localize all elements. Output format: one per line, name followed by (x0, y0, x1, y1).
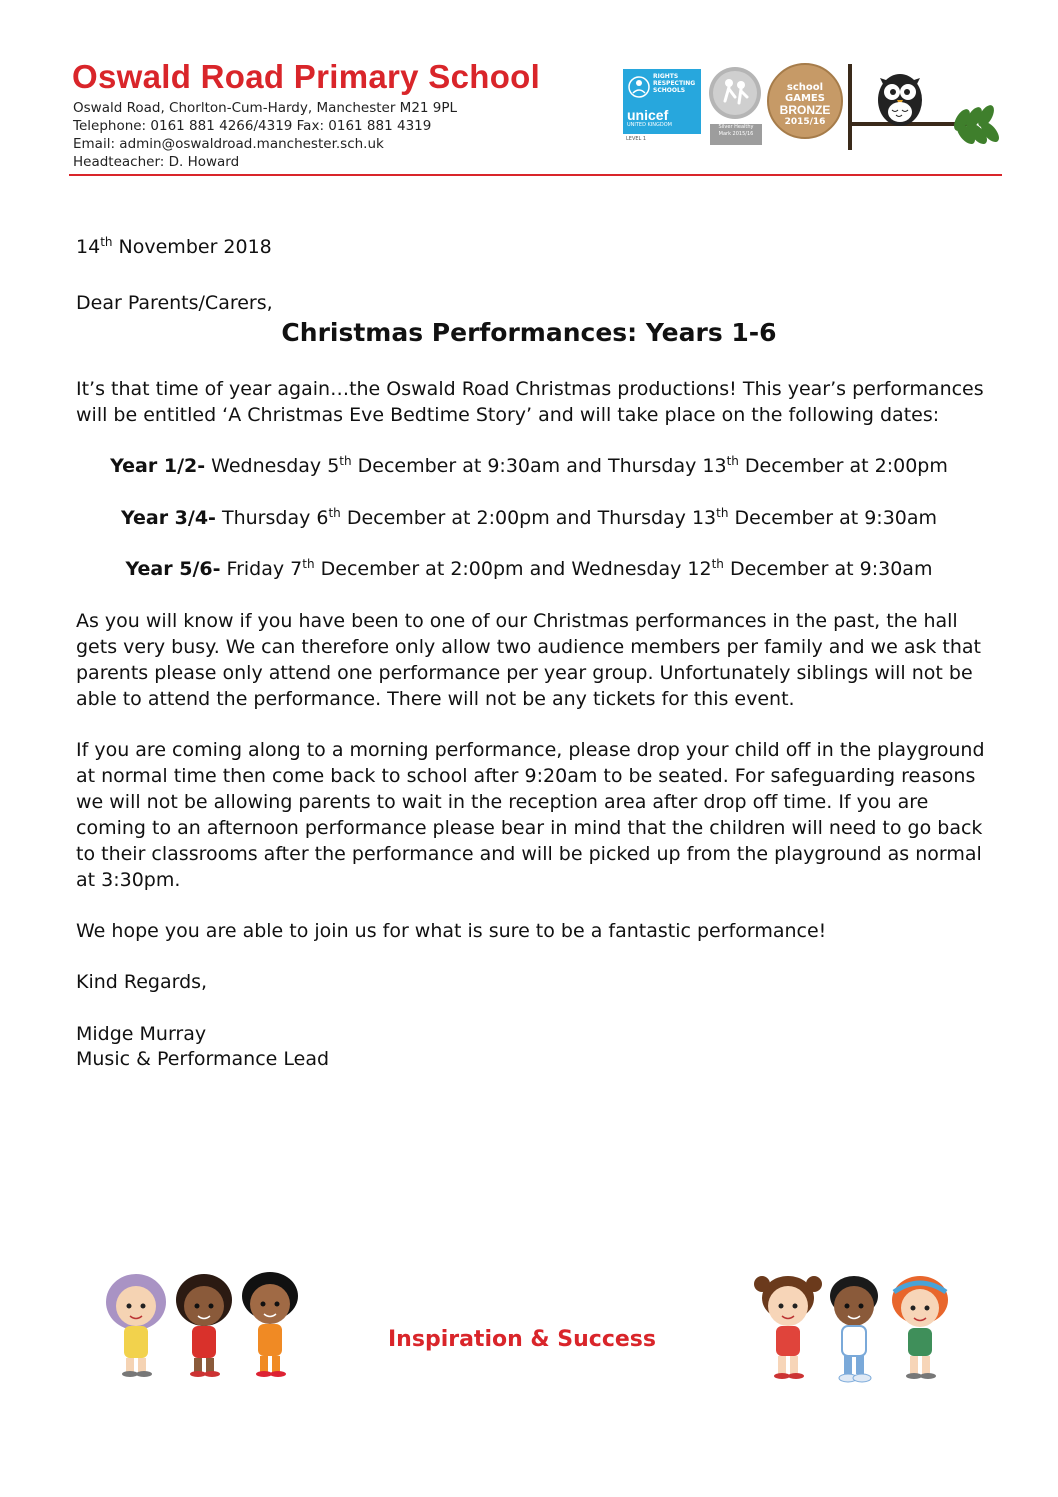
children-illustration-right (748, 1266, 964, 1388)
paragraph-line: at normal time then come back to school after 9:20am to be seated. For safeguarding reasons (76, 765, 976, 787)
paragraph-line: to their classrooms after the performance and will be picked up from the playground as normal (76, 843, 982, 865)
children-illustration-left (98, 1266, 310, 1382)
rrs-level: LEVEL 1 (626, 136, 647, 142)
closing-paragraph: We hope you are able to join us for what is sure to be a fantastic performance! (76, 920, 827, 942)
child-red-hair-icon (892, 1276, 948, 1379)
school-name: Oswald Road Primary School (72, 58, 541, 95)
school-sport-caption: Silver Healthy Mark 2015/16 (710, 124, 762, 145)
leaves-icon (951, 103, 1003, 147)
sport-figures-icon (709, 67, 761, 119)
schedule-year-3-4: Year 3/4- Thursday 6th December at 2:00pm and Thursday 13th December at 9:30am (120, 506, 938, 529)
school-tagline: Inspiration & Success (388, 1327, 656, 1352)
intro-line: It’s that time of year again…the Oswald Road Christmas productions! This year’s performances (76, 378, 984, 400)
child-boy-icon (830, 1276, 878, 1382)
rrs-emblem-icon (628, 73, 650, 101)
paragraph-line: As you will know if you have been to one of our Christmas performances in the past, the hall (76, 610, 958, 632)
rrs-logo-text: RIGHTS RESPECTING SCHOOLS (653, 73, 696, 94)
unicef-wordmark: unicef (627, 107, 669, 123)
header-divider (69, 174, 1002, 176)
child-black-hair-icon (242, 1272, 298, 1377)
paragraph-line: at 3:30pm. (76, 869, 181, 891)
letter-date: 14th November 2018 (76, 235, 272, 258)
paragraph-line: parents please only attend one performance per year group. Unfortunately siblings will not be (76, 662, 973, 684)
school-telephone: Telephone: 0161 881 4266/4319 Fax: 0161 881 4319 (73, 118, 432, 134)
school-email: Email: admin@oswaldroad.manchester.sch.uk (73, 136, 384, 152)
paragraph-line: If you are coming along to a morning performance, please drop your child off in the playground (76, 739, 985, 761)
paragraph-line: gets very busy. We can therefore only allow two audience members per family and we ask that (76, 636, 981, 658)
owl-branch-logo (844, 62, 1004, 154)
paragraph-line: able to attend the performance. There will not be any tickets for this event. (76, 688, 795, 710)
salutation: Dear Parents/Carers, (76, 292, 273, 314)
school-games-bronze-logo: school GAMES BRONZE 2015/16 (767, 63, 843, 139)
rights-respecting-schools-logo (623, 69, 701, 134)
child-lilac-hair-icon (106, 1274, 166, 1377)
owl-icon (878, 74, 922, 126)
paragraph-line: coming to an afternoon performance please bear in mind that the children will need to go back (76, 817, 983, 839)
child-pigtails-icon (754, 1276, 822, 1379)
schedule-year-5-6: Year 5/6- Friday 7th December at 2:00pm and Wednesday 12th December at 9:30am (125, 557, 933, 580)
school-address: Oswald Road, Chorlton-Cum-Hardy, Manchester M21 9PL (73, 100, 458, 116)
school-sport-logo (709, 67, 761, 119)
signer-name: Midge Murray (76, 1023, 207, 1045)
child-dark-hair-icon (176, 1274, 232, 1377)
intro-line: will be entitled ‘A Christmas Eve Bedtime Story’ and will take place on the following dates: (76, 404, 940, 426)
closing: Kind Regards, (76, 971, 208, 993)
school-headteacher: Headteacher: D. Howard (73, 154, 240, 170)
paragraph-line: we will not be allowing parents to wait in the reception area after drop off time. If you are (76, 791, 929, 813)
letter-title: Christmas Performances: Years 1-6 (281, 318, 777, 347)
rrs-country: UNITED KINGDOM (627, 122, 672, 128)
signer-role: Music & Performance Lead (76, 1048, 330, 1070)
schedule-year-1-2: Year 1/2- Wednesday 5th December at 9:30am and Thursday 13th December at 2:00pm (110, 454, 948, 477)
